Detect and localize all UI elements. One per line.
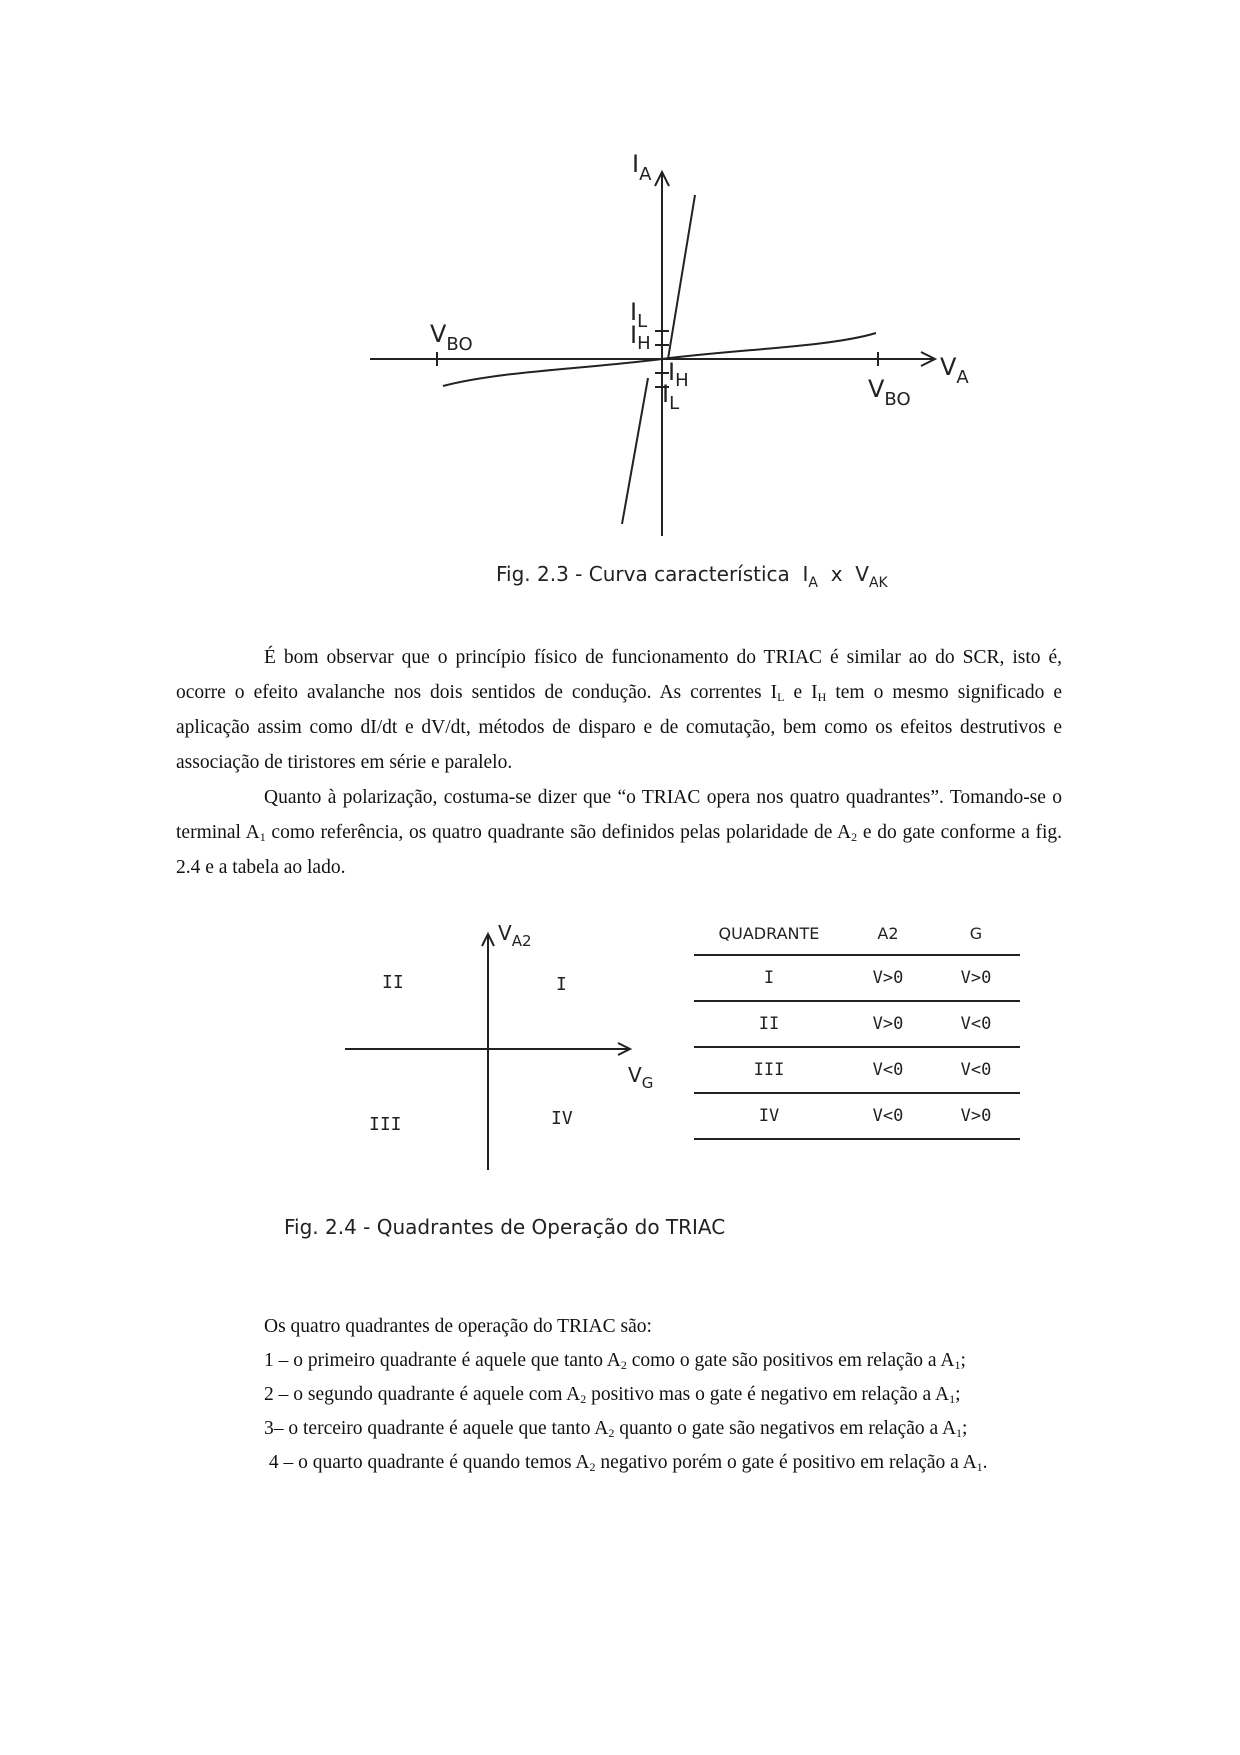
figure-2-4-caption: Fig. 2.4 - Quadrantes de Operação do TRIAC [284,1215,726,1239]
list-item: 2 – o segundo quadrante é aquele com $A_2$ positivo mas o gate é negativo em relação a $A_1$; [264,1384,961,1406]
quadrant-polarity-table [694,912,1020,1140]
ih-upper-label: $I_H$ [630,321,651,354]
table-cell: V>0 [932,1093,1020,1139]
list-intro: Os quatro quadrantes de operação do TRIAC são: [264,1316,652,1337]
table-cell: IV [694,1093,844,1139]
forward-blocking-curve [662,333,876,359]
paragraph-triac-polarization: Quanto à polarização, costuma-se dizer que “o TRIAC opera nos quatro quadrantes”. Tomando-se o terminal $A_1$ como referência, os quatro quadrante são definidos pelas polaridade de $A_2$ e do gate conforme a fig. 2.4 e a tabela ao lado. [176,787,1062,878]
table-row [694,1093,1020,1139]
forward-conduction-line [668,195,695,359]
table-header-a2: A2 [844,912,932,955]
table-cell: I [694,955,844,1001]
table-cell: V<0 [844,1093,932,1139]
figure-2-3-caption: Fig. 2.3 - Curva característica $I_A$ x $V_{AK}$ [496,562,888,591]
reverse-blocking-curve [443,359,662,386]
table-header-quadrante: QUADRANTE [694,912,844,955]
table-cell: V>0 [844,955,932,1001]
triac-characteristic-curve [0,0,1240,620]
list-item: 1 – o primeiro quadrante é aquele que tanto $A_2$ como o gate são positivos em relação a $A_1$; [264,1350,966,1372]
table-cell: V<0 [932,1047,1020,1093]
x-axis-label: $V_A$ [940,353,969,388]
quadrant-i-label: I [556,974,567,995]
table-cell: V>0 [932,955,1020,1001]
table-row [694,955,1020,1001]
list-item: 4 – o quarto quadrante é quando temos $A_2$ negativo porém o gate é positivo em relação a $A_1$. [264,1452,988,1474]
va2-axis-label: $V_{A2}$ [498,921,532,950]
il-upper-label: $I_L$ [630,298,648,332]
paragraph-triac-principle: É bom observar que o princípio físico de funcionamento do TRIAC é similar ao do SCR, isto é, ocorre o efeito avalanche nos dois sentidos de condução. As correntes $I_L$ e $I_H$ tem o mesmo significado e aplicação assim como dI/dt e dV/dt, métodos de disparo e de comutação, bem como os efeitos destrutivos e associação de tiristores em série e paralelo. [176,647,1063,773]
quadrant-iv-label: IV [551,1108,573,1129]
table-cell: V<0 [932,1001,1020,1047]
table-row [694,1001,1020,1047]
table-row [694,1047,1020,1093]
quadrant-iii-label: III [369,1114,402,1135]
table-cell: V<0 [844,1047,932,1093]
il-lower-label: $I_L$ [662,380,680,414]
vbo-right-label: $V_{BO}$ [868,375,911,410]
vbo-left-label: $V_{BO}$ [430,320,473,355]
table-cell: V>0 [844,1001,932,1047]
table-header-g: G [932,912,1020,955]
table-cell: II [694,1001,844,1047]
triac-quadrants-diagram [0,900,680,1190]
quadrant-ii-label: II [382,972,404,993]
reverse-conduction-line [622,378,648,524]
table-header-row [694,912,1020,955]
list-item: 3– o terceiro quadrante é aquele que tanto $A_2$ quanto o gate são negativos em relação a $A_1$; [264,1418,968,1440]
table-cell: III [694,1047,844,1093]
vg-axis-label: $V_G$ [628,1063,654,1092]
ih-lower-label: $I_H$ [668,358,689,391]
y-axis-label: $I_A$ [632,150,652,185]
quadrant-descriptions [264,1310,1064,1480]
